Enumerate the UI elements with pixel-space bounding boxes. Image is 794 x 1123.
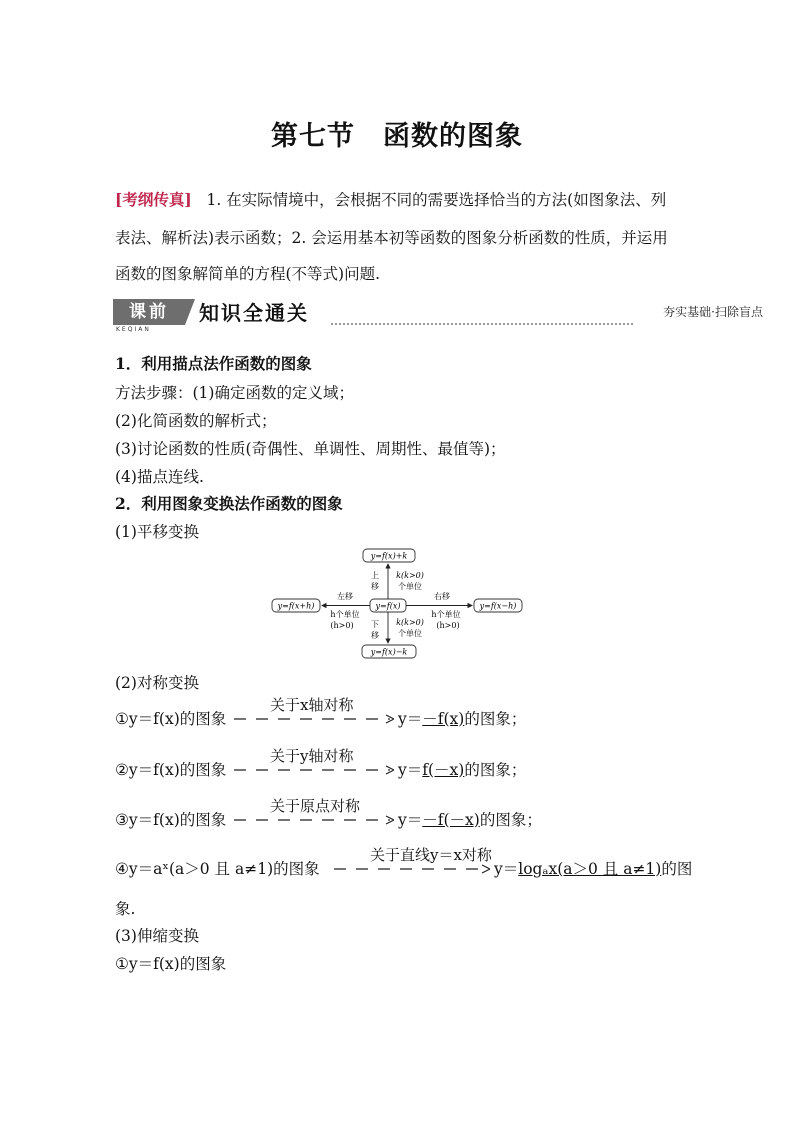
banner-motto: 夯实基础·扫除盲点 xyxy=(663,305,763,319)
symmetry-result-prefix: y＝ xyxy=(398,811,423,829)
symmetry-answer: －f(x) xyxy=(422,710,465,728)
translation-heading: (1)平移变换 xyxy=(115,523,199,541)
symmetry-index: ② xyxy=(115,761,129,779)
symmetry4-tail: 象. xyxy=(115,900,136,918)
symmetry-row xyxy=(115,808,226,830)
label-bottom: y=f(x)−k xyxy=(370,647,408,657)
syllabus-text-1: 1. 在实际情境中，会根据不同的需要选择恰当的方法(如图象法、列 xyxy=(206,191,667,209)
syllabus-line-1 xyxy=(115,188,666,210)
label-top: y=f(x)+k xyxy=(370,551,408,561)
symmetry-index: ① xyxy=(115,710,129,728)
translation-diagram xyxy=(270,545,525,665)
scaling-heading: (3)伸缩变换 xyxy=(115,927,199,945)
symmetry-result-prefix: y＝ xyxy=(398,761,423,779)
section2-heading: 2．利用图象变换法作函数的图象 xyxy=(115,494,343,513)
symmetry-result xyxy=(398,758,526,780)
symmetry-source: y＝aˣ(a＞0 且 a≠1)的图象 xyxy=(128,860,320,878)
syllabus-line-2: 表法、解析法)表示函数；2. 会运用基本初等函数的图象分析函数的性质，并运用 xyxy=(115,229,668,247)
symmetry-result-suffix: 的图象； xyxy=(464,761,527,779)
symmetry-result-prefix: y＝ xyxy=(398,710,423,728)
right-unit: h个单位 xyxy=(431,610,461,619)
symmetry-row xyxy=(115,857,320,879)
banner-label: 课前 xyxy=(113,299,185,325)
label-left: y=f(x+h) xyxy=(277,601,315,611)
syllabus-tag: [考纲传真] xyxy=(115,190,192,209)
banner-corner-shape xyxy=(185,299,195,325)
up-label-2: 移 xyxy=(371,582,379,591)
symmetry-condition: 关于x轴对称 xyxy=(270,696,354,714)
symmetry-answer: f(－x) xyxy=(422,761,465,779)
symmetry-heading: (2)对称变换 xyxy=(115,674,199,692)
symmetry-condition: 关于原点对称 xyxy=(270,797,361,815)
up-label-1: 上 xyxy=(371,571,379,580)
section1-step2: (2)化简函数的解析式； xyxy=(115,412,277,430)
down-label-1: 下 xyxy=(371,620,379,629)
down-cond: k(k>0) xyxy=(396,618,424,627)
syllabus-line-3: 函数的图象解简单的方程(不等式)问题. xyxy=(115,265,381,283)
symmetry-row xyxy=(115,707,226,729)
symmetry-source: y＝f(x)的图象 xyxy=(128,761,227,779)
symmetry-result-prefix: y＝ xyxy=(494,860,519,878)
down-label-2: 移 xyxy=(371,631,379,640)
banner-pinyin: KEQIAN xyxy=(116,326,151,333)
symmetry-answer: －f(－x) xyxy=(422,811,480,829)
down-unit: 个单位 xyxy=(398,629,422,638)
section1-heading: 1．利用描点法作函数的图象 xyxy=(115,354,312,373)
section-banner xyxy=(113,297,763,333)
banner-title: 知识全通关 xyxy=(199,301,309,325)
symmetry-result xyxy=(398,707,526,729)
symmetry-result-suffix: 的图象； xyxy=(464,710,527,728)
scaling-item-1: ①y＝f(x)的图象 xyxy=(115,955,227,973)
symmetry-index: ④ xyxy=(115,860,129,878)
symmetry-result xyxy=(398,808,542,830)
page-title: 第七节 函数的图象 xyxy=(271,121,523,152)
left-unit: h个单位 xyxy=(330,610,360,619)
symmetry-index: ③ xyxy=(115,811,129,829)
banner-dotted-divider xyxy=(331,323,633,325)
symmetry-source: y＝f(x)的图象 xyxy=(128,710,227,728)
symmetry-answer: logₐx(a＞0 且 a≠1) xyxy=(518,860,662,878)
right-label: 右移 xyxy=(434,592,450,601)
symmetry-result xyxy=(494,857,692,879)
up-unit: 个单位 xyxy=(398,582,422,591)
section1-step3: (3)讨论函数的性质(奇偶性、单调性、周期性、最值等)； xyxy=(115,440,506,458)
symmetry-condition: 关于y轴对称 xyxy=(270,747,354,765)
right-cond: (h>0) xyxy=(436,621,460,630)
left-cond: (h>0) xyxy=(330,621,354,630)
symmetry-row xyxy=(115,758,226,780)
up-cond: k(k>0) xyxy=(396,571,424,580)
symmetry-result-suffix: 的图象； xyxy=(479,811,542,829)
section1-step4: (4)描点连线. xyxy=(115,468,204,486)
symmetry-condition: 关于直线y＝x对称 xyxy=(370,846,492,864)
label-right: y=f(x−h) xyxy=(479,601,517,611)
left-label: 左移 xyxy=(337,592,353,601)
symmetry-source: y＝f(x)的图象 xyxy=(128,811,227,829)
label-center: y=f(x) xyxy=(375,601,401,611)
section1-step1: 方法步骤：(1)确定函数的定义域； xyxy=(115,384,354,402)
symmetry-result-suffix: 的图 xyxy=(661,860,693,878)
